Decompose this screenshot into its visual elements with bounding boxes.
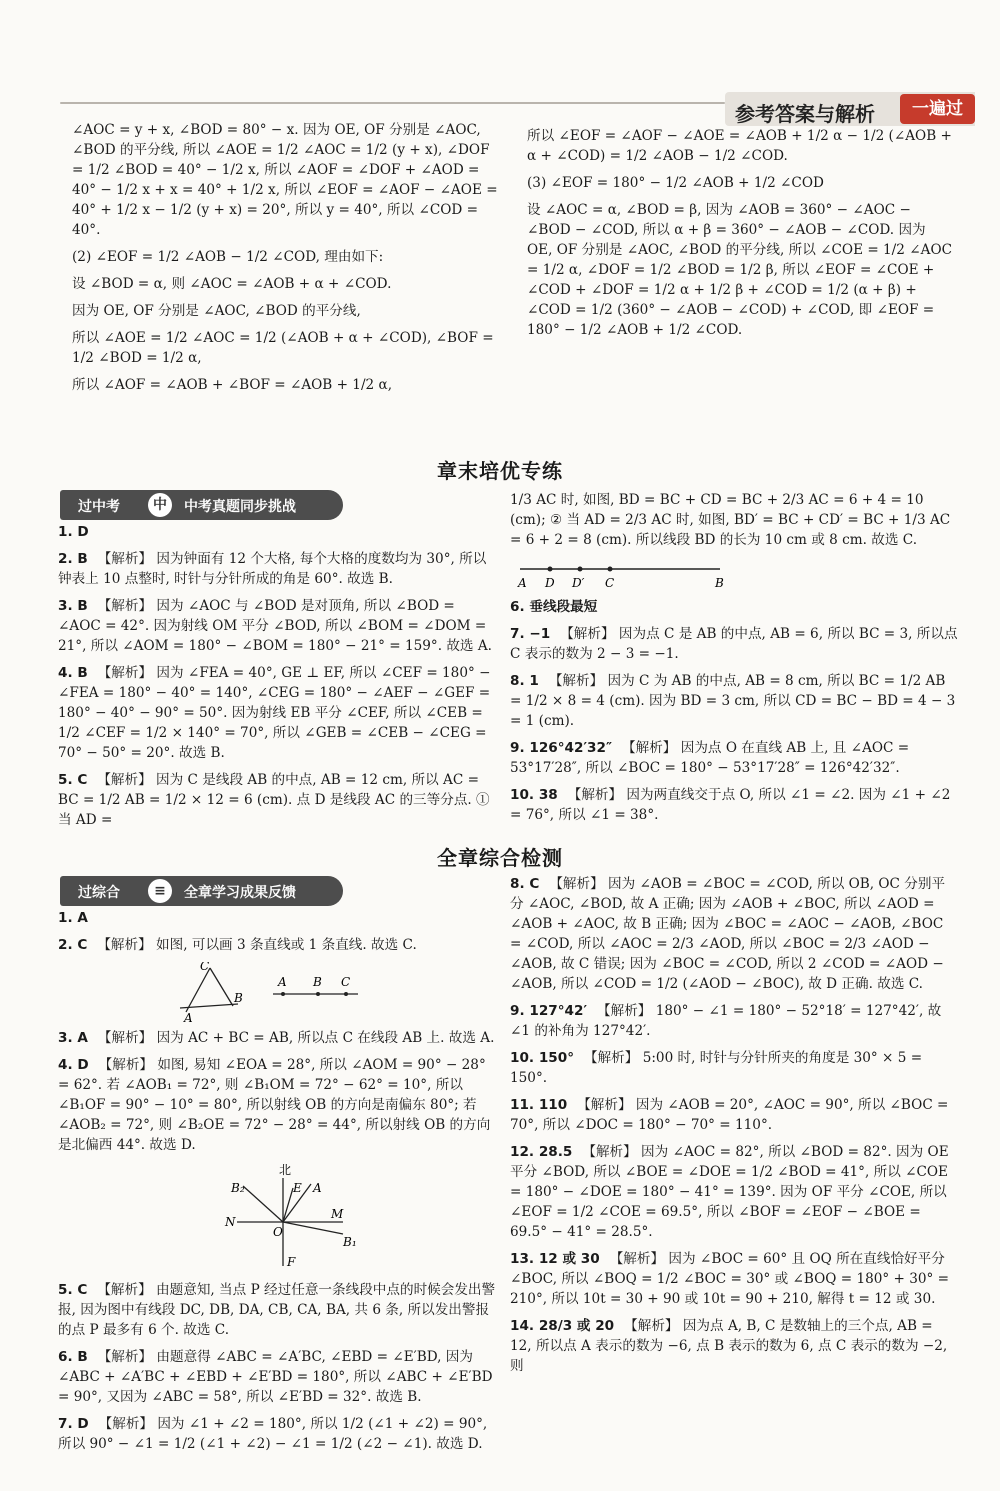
figure — [58, 962, 498, 1028]
answer-tag: 2. C — [58, 937, 88, 953]
compass-label-b2: B₂ — [231, 1181, 245, 1195]
answer-item — [72, 274, 500, 294]
answer-text: ∠AOC = y + x, ∠BOD = 80° − x. 因为 OE, OF 分别是 ∠AOC, ∠BOD 的平分线, 所以 ∠AOE = 1/2 ∠AOC = 1/2 (y + x), ∠DOF = 1/2 ∠BOD = 40° − 1/2 x, 所以 ∠AOF = ∠DOF + ∠AOD = 40° − 1/2 x + x = 40° + 1/2 x, 所以 ∠EOF = ∠AOF − ∠AOE = 40° + 1/2 x − 1/2 (y + x) = 20°, 所以 y = 40°, 所以 ∠COD = 40°. — [72, 122, 498, 238]
answer-item — [510, 1249, 958, 1309]
answer-text: 1/3 AC 时, 如图, BD = BC + CD = BC + 2/3 AC = 6 + 4 = 10 (cm); ② 当 AD = 2/3 AC 时, 如图, BD′ = BC + CD′ = BC + 1/3 AC = 6 + 2 = 8 (cm). 所以线段 BD 的长为 10 cm 或 8 cm. 故选 C. — [510, 492, 951, 548]
header-rule — [60, 102, 725, 104]
answer-item — [510, 785, 958, 825]
answer-text: 【解析】 因为 C 为 AB 的中点, AB = 8 cm, 所以 BC = 1/2 AB = 1/2 × 8 = 4 (cm). 因为 BD = 3 cm, 所以 CD = BC − BD = 4 − 3 = 1 (cm). — [510, 673, 956, 729]
banner-subtitle: 中考真题同步挑战 — [184, 499, 296, 515]
answer-item — [58, 1414, 498, 1454]
answer-item — [510, 738, 958, 778]
answer-text: 【解析】 如图, 易知 ∠EOA = 28°, 所以 ∠AOM = 90° − 28° = 62°. 若 ∠AOB₁ = 72°, 则 ∠B₁OM = 72° − 62° = 10°, 所以 ∠B₁OF = 90° − 10° = 80°, 所以射线 OB 的方向是南偏东 80°; 若 ∠AOB₂ = 72°, 则 ∠B₂OE = 72° − 28° = 44°, 所以射线 OB 的方向是北偏西 44°. 故选 D. — [58, 1057, 491, 1153]
answer-tag: 8. 1 — [510, 673, 539, 689]
point-label-d: D — [545, 576, 555, 590]
banner-label: 过综合 — [78, 885, 120, 901]
answer-tag: 12. 28.5 — [510, 1144, 573, 1160]
answer-text: (3) ∠EOF = 180° − 1/2 ∠AOB + 1/2 ∠COD — [527, 175, 824, 191]
answer-text: 【解析】 如图, 可以画 3 条直线或 1 条直线. 故选 C. — [97, 937, 417, 953]
answer-item — [72, 247, 500, 267]
answer-tag: 2. B — [58, 551, 88, 567]
compass-label-n: N — [225, 1215, 236, 1229]
answer-item — [510, 624, 958, 664]
answer-item — [58, 770, 498, 830]
section-banner-exam — [60, 490, 343, 520]
segment-figure — [510, 557, 740, 591]
answer-text: 设 ∠BOD = α, 则 ∠AOC = ∠AOB + α + ∠COD. — [72, 276, 392, 292]
answer-text: 【解析】 因为两直线交于点 O, 所以 ∠1 = ∠2. 因为 ∠1 + ∠2 = 76°, 所以 ∠1 = 38°. — [510, 787, 951, 823]
list-icon: ≡ — [148, 879, 172, 903]
answer-item — [72, 301, 500, 321]
point-label-b: B — [715, 576, 724, 590]
point-label-c: C — [605, 576, 615, 590]
section1-right-column — [510, 490, 958, 832]
answer-text: 【解析】 因为 ∠BOC = 60° 且 OQ 所在直线恰好平分 ∠BOC, 所以 ∠BOQ = 1/2 ∠BOC = 30° 或 ∠BOQ = 180° + 30° = 210°, 所以 10t = 30 + 90 或 10t = 90 + 210, 解得 t = 12 或 30. — [510, 1251, 950, 1307]
answer-item — [72, 328, 500, 368]
answer-text: 所以 ∠AOE = 1/2 ∠AOC = 1/2 (∠AOB + α + ∠COD), ∠BOF = 1/2 ∠BOD = 1/2 α, — [72, 330, 494, 366]
answer-item — [510, 597, 958, 617]
answer-text: 【解析】 因为点 C 是 AB 的中点, AB = 6, 所以 BC = 3, 所以点 C 表示的数为 2 − 3 = −1. — [510, 626, 958, 662]
answer-item — [58, 549, 498, 589]
answer-text: 设 ∠AOC = α, ∠BOD = β, 因为 ∠AOB = 360° − ∠AOC − ∠BOD − ∠COD, 所以 α + β = 360° − ∠AOB − ∠COD. 因为 OE, OF 分别是 ∠AOC, ∠BOD 的平分线, 所以 ∠COE = 1/2 ∠AOC = 1/2 α, ∠DOF = 1/2 ∠BOD = 1/2 β, 所以 ∠EOF = ∠COE + ∠COD + ∠DOF = 1/2 α + 1/2 β + ∠COD = 1/2 (α + β) + ∠COD = 1/2 (360° − ∠AOB − ∠COD) + ∠COD, 即 ∠EOF = 180° − 1/2 ∠AOB + 1/2 ∠COD. — [527, 202, 952, 338]
answer-tag: 4. B — [58, 665, 88, 681]
answer-text: 【解析】 因为 C 是线段 AB 的中点, AB = 12 cm, 所以 AC = BC = 1/2 AB = 1/2 × 12 = 6 (cm). 点 D 是线段 AC 的三等分点. ① 当 AD = — [58, 772, 490, 828]
header-title: 参考答案与解析 — [735, 102, 875, 126]
triangle-label-b: B — [234, 991, 243, 1005]
answer-item — [510, 490, 958, 550]
answer-tag: 4. D — [58, 1057, 89, 1073]
answer-text: 所以 ∠EOF = ∠AOF − ∠AOE = ∠AOB + 1/2 α − 1/2 (∠AOB + α + ∠COD) = 1/2 ∠AOB − 1/2 ∠COD. — [527, 128, 952, 164]
section-title-chapter-practice: 章末培优专练 — [437, 459, 563, 483]
answer-tag: 6. B — [58, 1349, 88, 1365]
answer-tag: 10. 150° — [510, 1050, 574, 1066]
point-label-d-prime: D′ — [572, 576, 585, 590]
section-title-chapter-test: 全章综合检测 — [437, 846, 563, 870]
compass-label-north: 北 — [279, 1163, 292, 1177]
answer-tag: 3. A — [58, 1030, 88, 1046]
answer-tag: 9. 127°42′ — [510, 1003, 588, 1019]
answer-item — [58, 596, 498, 656]
answer-tag: 9. 126°42′32″ — [510, 740, 613, 756]
answer-tag: 5. C — [58, 772, 88, 788]
triangle-label-c: C — [200, 962, 210, 973]
answer-text: 【解析】 因为 AC + BC = AB, 所以点 C 在线段 AB 上. 故选 A. — [97, 1030, 495, 1046]
page-header — [0, 0, 1000, 130]
compass-label-m: M — [331, 1207, 344, 1221]
answer-item — [510, 1095, 958, 1135]
answer-item — [510, 1048, 958, 1088]
answer-tag: 5. C — [58, 1282, 88, 1298]
answer-item — [58, 1347, 498, 1407]
banner-label: 过中考 — [78, 499, 120, 515]
answer-text: 【解析】 5:00 时, 时针与分针所夹的角度是 30° × 5 = 150°. — [510, 1050, 923, 1086]
answer-item — [58, 1028, 498, 1048]
answer-item — [72, 375, 500, 395]
answer-text: 【解析】 因为点 A, B, C 是数轴上的三个点, AB = 12, 所以点 A 表示的数为 −6, 点 B 表示的数为 6, 点 C 表示的数为 −2, 则 — [510, 1318, 948, 1374]
section-banner-review — [60, 876, 343, 906]
answer-tag: 13. 12 或 30 — [510, 1251, 600, 1267]
top-right-column — [527, 126, 955, 347]
answer-text: 所以 ∠AOF = ∠AOB + ∠BOF = ∠AOB + 1/2 α, — [72, 377, 393, 393]
collinear-label-c: C — [341, 975, 351, 989]
compass-label-e: E — [293, 1181, 302, 1195]
figure — [510, 557, 958, 597]
section2-right-column — [510, 874, 958, 1383]
triangle-label-a: A — [184, 1011, 193, 1022]
exam-icon: 中 — [148, 493, 172, 517]
answer-tag: 10. 38 — [510, 787, 558, 803]
answer-item — [58, 1055, 498, 1155]
answer-text: 【解析】 因为 ∠AOC 与 ∠BOD 是对顶角, 所以 ∠BOD = ∠AOC = 42°. 因为射线 OM 平分 ∠BOD, 所以 ∠BOM = ∠DOM = 21°, 所以 ∠AOM = 180° − ∠BOM = 180° − 21° = 159°. 故选 A. — [58, 598, 492, 654]
answer-item — [58, 663, 498, 763]
answer-tag: 1. D — [58, 524, 89, 540]
compass-label-b1: B₁ — [343, 1235, 357, 1249]
answer-text: (2) ∠EOF = 1/2 ∠AOB − 1/2 ∠COD, 理由如下: — [72, 249, 384, 265]
answer-tag: 11. 110 — [510, 1097, 568, 1113]
figure — [58, 1162, 498, 1280]
answer-tag: 7. −1 — [510, 626, 551, 642]
compass-label-o: O — [273, 1225, 283, 1239]
answer-tag: 1. A — [58, 910, 88, 926]
answer-item — [58, 1280, 498, 1340]
compass-figure — [223, 1162, 383, 1274]
section2-left-column — [58, 908, 498, 1461]
answer-tag: 8. C — [510, 876, 540, 892]
answer-tag: 14. 28/3 或 20 — [510, 1318, 615, 1334]
answer-tag: 6. 垂线段最短 — [510, 599, 598, 615]
answer-text: 【解析】 因为钟面有 12 个大格, 每个大格的度数均为 30°, 所以钟表上 10 点整时, 时针与分针所成的角是 60°. 故选 B. — [58, 551, 487, 587]
answer-text: 【解析】 因为 ∠AOB = 20°, ∠AOC = 90°, 所以 ∠BOC = 70°, 所以 ∠DOC = 180° − 70° = 110°. — [510, 1097, 949, 1133]
answer-item — [527, 126, 955, 166]
answer-item — [510, 671, 958, 731]
answer-item — [527, 200, 955, 340]
point-label-a: A — [518, 576, 527, 590]
answer-text: 【解析】 因为 ∠FEA = 40°, GE ⊥ EF, 所以 ∠CEF = 180° − ∠FEA = 180° − 40° = 140°, ∠CEG = 180° − ∠AEF − ∠GEF = 180° − 40° − 90° = 50°. 因为射线 EB 平分 ∠CEF, 所以 ∠CEB = 1/2 ∠CEF = 1/2 × 140° = 70°, 所以 ∠GEB = ∠CEB − ∠CEG = 70° − 50° = 20°. 故选 B. — [58, 665, 491, 761]
answer-item — [72, 120, 500, 240]
answer-item — [527, 173, 955, 193]
banner-subtitle: 全章学习成果反馈 — [184, 885, 296, 901]
answer-text: 【解析】 因为 ∠AOB = ∠BOC = ∠COD, 所以 OB, OC 分别平分 ∠AOC, ∠BOD, 故 A 正确; 因为 ∠AOB + ∠BOC, 所以 ∠AOD = ∠AOB + ∠AOC, 故 B 正确; 因为 ∠BOC = ∠AOC − ∠AOB, ∠BOC = ∠COD, 所以 ∠AOC = 2/3 ∠AOD, 所以 ∠BOC = 2/3 ∠AOD − ∠AOB, 故 C 错误; 因为 ∠BOC = ∠COD, 所以 2 ∠COD = ∠AOD − ∠AOB, 所以 ∠COD = 1/2 (∠AOD − ∠BOC), 故 D 正确. 故选 C. — [510, 876, 946, 992]
answer-text: 【解析】 因为点 O 在直线 AB 上, 且 ∠AOC = 53°17′28″, 所以 ∠BOC = 180° − 53°17′28″ = 126°42′32″. — [510, 740, 910, 776]
answer-item — [510, 874, 958, 994]
brand-logo: 一遍过 — [900, 94, 975, 124]
compass-label-a: A — [313, 1181, 322, 1195]
answer-item — [58, 908, 498, 928]
answer-text: 【解析】 因为 ∠AOC = 82°, 所以 ∠BOD = 82°. 因为 OE 平分 ∠BOD, 所以 ∠BOE = ∠DOE = 1/2 ∠BOD = 41°, 所以 ∠COE = 180° − ∠DOE = 180° − 41° = 139°. 因为 OF 平分 ∠COE, 所以 ∠EOF = 1/2 ∠COE = 69.5°, 所以 ∠BOF = ∠EOF − ∠BOE = 69.5° − 41° = 28.5°. — [510, 1144, 949, 1240]
answer-item — [510, 1316, 958, 1376]
answer-item — [58, 522, 498, 542]
top-left-column — [72, 120, 500, 402]
answer-item — [58, 935, 498, 955]
section1-left-column — [58, 522, 498, 837]
answer-text: 因为 OE, OF 分别是 ∠AOC, ∠BOD 的平分线, — [72, 303, 361, 319]
answer-text: 【解析】 由题意得 ∠ABC = ∠A′BC, ∠EBD = ∠E′BD, 因为 ∠ABC + ∠A′BC + ∠EBD + ∠E′BD = 180°, 所以 ∠ABC + ∠E′BD = 90°, 又因为 ∠ABC = 58°, 所以 ∠E′BD = 32°. 故选 B. — [58, 1349, 493, 1405]
answer-tag: 7. D — [58, 1416, 89, 1432]
lines-figure — [178, 962, 478, 1022]
answer-text: 【解析】 180° − ∠1 = 180° − 52°18′ = 127°42′, 故 ∠1 的补角为 127°42′. — [510, 1003, 942, 1039]
compass-label-f: F — [287, 1255, 296, 1269]
answer-item — [510, 1001, 958, 1041]
collinear-label-b: B — [313, 975, 322, 989]
answer-text: 【解析】 由题意知, 当点 P 经过任意一条线段中点的时候会发出警报, 因为图中有线段 DC, DB, DA, CB, CA, BA, 共 6 条, 所以发出警报的点 P 最多有 6 个. 故选 C. — [58, 1282, 496, 1338]
answer-item — [510, 1142, 958, 1242]
answer-tag: 3. B — [58, 598, 88, 614]
collinear-label-a: A — [278, 975, 287, 989]
answer-text: 【解析】 因为 ∠1 + ∠2 = 180°, 所以 1/2 (∠1 + ∠2) = 90°, 所以 90° − ∠1 = 1/2 (∠1 + ∠2) − ∠1 = 1/2 (∠2 − ∠1). 故选 D. — [58, 1416, 488, 1452]
